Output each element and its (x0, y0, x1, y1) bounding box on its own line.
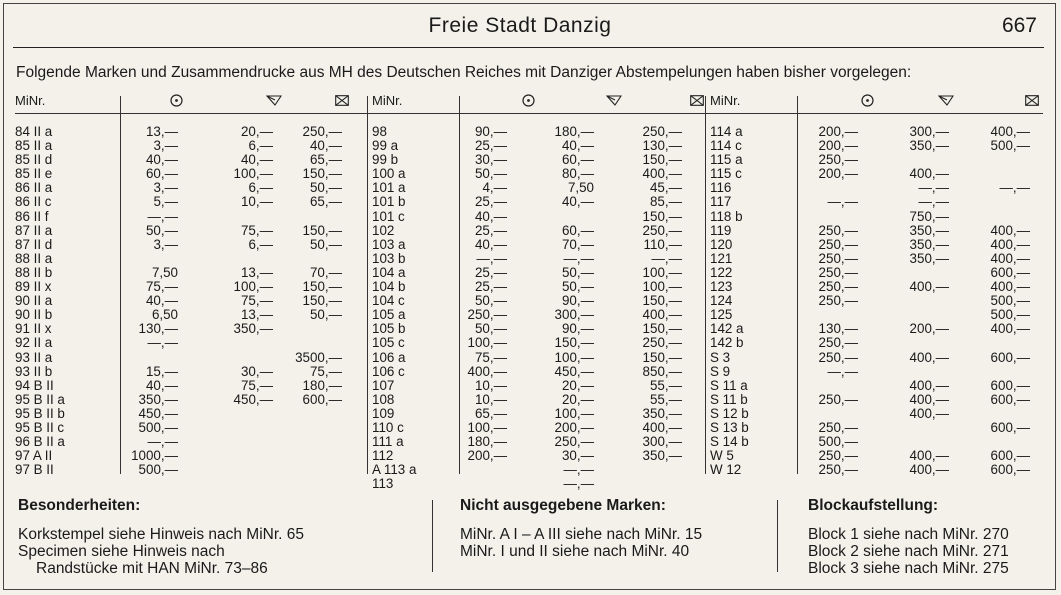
cell-cover: —,— (999, 180, 1030, 196)
cell-minr: 84 II a (15, 124, 53, 139)
cell-minr: 122 (710, 264, 733, 280)
cell-stamped: —,— (147, 335, 178, 351)
cell-minr: 87 II a (15, 222, 53, 238)
cell-minr: S 14 b (710, 434, 749, 450)
cell-stamped: 40,— (145, 377, 178, 393)
cell-cover: 400,— (642, 307, 682, 323)
cell-piece: 40,— (561, 194, 594, 210)
cell-minr: 88 II b (15, 264, 53, 280)
cell-cover: 150,— (642, 152, 682, 168)
cell-stamped: —,— (476, 250, 507, 266)
cell-piece: 6,— (248, 180, 273, 196)
envelope-icon (335, 94, 349, 109)
cell-minr: 91 II x (15, 321, 52, 337)
cell-minr: A 113 a (372, 462, 417, 478)
cell-minr: 123 (710, 279, 733, 295)
cell-piece: 400,— (909, 166, 949, 182)
table-header-rule (15, 113, 1043, 114)
cell-stamped: 25,— (474, 138, 507, 154)
cell-stamped: 13,— (145, 124, 178, 139)
cell-stamped: 30,— (474, 152, 507, 168)
cell-piece: 400,— (909, 391, 949, 407)
cell-cover: 400,— (990, 321, 1030, 337)
stamped-circle-icon (861, 94, 874, 110)
cell-piece: 100,— (233, 279, 273, 295)
cell-minr: 125 (710, 307, 733, 323)
cell-piece: 13,— (240, 307, 273, 323)
cell-minr: 95 B II a (15, 391, 65, 407)
cell-minr: 119 (710, 222, 732, 238)
page-title: Freie Stadt Danzig (428, 14, 612, 37)
cell-piece: 750,— (909, 208, 949, 224)
cell-minr: 111 a (372, 434, 404, 450)
cell-cover: 50,— (309, 180, 342, 196)
cell-cover: 65,— (309, 194, 342, 210)
cell-minr: 97 A II (15, 448, 53, 464)
cell-cover: 600,— (990, 448, 1030, 464)
cell-piece: 350,— (909, 138, 949, 154)
cell-minr: S 9 (710, 363, 731, 379)
cell-stamped: 4,— (482, 180, 507, 196)
cell-piece: 60,— (561, 222, 594, 238)
cell-piece: 350,— (909, 250, 949, 266)
cell-cover: 150,— (302, 166, 342, 182)
cell-stamped: 200,— (818, 138, 858, 154)
envelope-icon (690, 94, 704, 109)
cell-stamped: 200,— (467, 448, 507, 464)
cell-stamped: 10,— (474, 377, 507, 393)
cell-minr: 121 (710, 250, 733, 266)
cell-cover: 250,— (642, 335, 682, 351)
cell-piece: 450,— (233, 391, 273, 407)
cell-minr: 85 II a (15, 138, 53, 154)
cell-piece: 50,— (561, 264, 594, 280)
cell-cover: 150,— (642, 349, 682, 365)
cell-minr: 114 a (710, 124, 743, 139)
cell-piece: —,— (918, 194, 949, 210)
cell-stamped: —,— (827, 363, 858, 379)
cell-minr: 105 c (372, 335, 405, 351)
cell-minr: W 5 (710, 448, 734, 464)
cell-cover: 400,— (642, 419, 682, 435)
cell-cover: 400,— (990, 222, 1030, 238)
section-line: Specimen siehe Hinweis nach (18, 543, 225, 560)
cell-cover: 85,— (649, 194, 682, 210)
cell-cover: 600,— (990, 349, 1030, 365)
cell-piece: —,— (918, 180, 949, 196)
cell-minr: 95 B II b (15, 405, 65, 421)
cell-cover: 500,— (990, 138, 1030, 154)
cell-minr: 100 a (372, 166, 406, 182)
cell-piece: 400,— (909, 279, 949, 295)
section-line: MiNr. I und II siehe nach MiNr. 40 (460, 543, 690, 560)
cell-stamped: 350,— (138, 391, 178, 407)
cell-minr: 103 b (372, 250, 406, 266)
section-divider (777, 500, 778, 572)
cell-piece: 30,— (561, 448, 594, 464)
cell-piece: 75,— (240, 377, 273, 393)
cell-minr: 93 II a (15, 349, 53, 365)
cell-minr: 115 a (710, 152, 743, 168)
cell-minr: 87 II d (15, 236, 53, 252)
cell-cover: 100,— (642, 264, 682, 280)
cell-stamped: 250,— (818, 222, 858, 238)
cell-piece: 30,— (240, 363, 273, 379)
cell-stamped: —,— (147, 208, 178, 224)
cell-stamped: 60,— (145, 166, 178, 182)
cell-minr: 94 B II (15, 377, 54, 393)
section-line: Block 3 siehe nach MiNr. 275 (808, 560, 1009, 577)
cell-minr: W 12 (710, 462, 742, 478)
cell-minr: 90 II a (15, 293, 53, 309)
cell-cover: 350,— (642, 405, 682, 421)
stamped-circle-icon (170, 94, 183, 110)
cell-stamped: —,— (147, 434, 178, 450)
cell-cover: 850,— (642, 363, 682, 379)
cell-cover: 600,— (990, 419, 1030, 435)
cell-cover: 600,— (990, 377, 1030, 393)
cell-minr: 120 (710, 236, 733, 252)
cell-minr: S 11 b (710, 391, 748, 407)
cell-stamped: 6,50 (151, 307, 178, 323)
cell-piece: 50,— (561, 279, 594, 295)
cell-piece: 75,— (240, 222, 273, 238)
cell-cover: 55,— (649, 391, 682, 407)
cell-stamped: 250,— (818, 250, 858, 266)
cell-stamped: 25,— (474, 279, 507, 295)
cell-cover: —,— (651, 250, 682, 266)
cell-minr: 106 a (372, 349, 406, 365)
cover-piece-icon (266, 94, 282, 109)
cell-cover: 400,— (990, 279, 1030, 295)
cell-cover: 250,— (642, 124, 682, 139)
cell-minr: 86 II a (15, 180, 53, 196)
cell-minr: 110 c (372, 419, 404, 435)
cell-piece: —,— (563, 462, 594, 478)
cell-stamped: 200,— (818, 124, 858, 139)
cell-stamped: 7,50 (151, 264, 178, 280)
cell-stamped: 250,— (818, 335, 858, 351)
cell-piece: 13,— (240, 264, 273, 280)
cell-stamped: 10,— (474, 391, 507, 407)
cell-stamped: 100,— (467, 335, 507, 351)
column-header-minr: MiNr. (15, 93, 46, 108)
cell-stamped: 1000,— (131, 448, 178, 464)
column-header-minr: MiNr. (710, 93, 741, 108)
cell-stamped: 50,— (474, 293, 507, 309)
cell-minr: 96 B II a (15, 434, 65, 450)
cell-minr: 105 b (372, 321, 406, 337)
cell-piece: 400,— (909, 448, 949, 464)
cell-cover: 400,— (642, 166, 682, 182)
cell-minr: 104 b (372, 279, 406, 295)
cell-piece: 400,— (909, 462, 949, 478)
cell-stamped: 250,— (818, 349, 858, 365)
cell-minr: S 11 a (710, 377, 748, 393)
cell-stamped: 500,— (818, 434, 858, 450)
cell-stamped: 40,— (474, 236, 507, 252)
cell-minr: 103 a (372, 236, 406, 252)
cell-minr: 105 a (372, 307, 406, 323)
cell-piece: 75,— (240, 293, 273, 309)
cover-piece-icon (938, 94, 954, 109)
intro-text: Folgende Marken und Zusammendrucke aus MH des Deutschen Reiches mit Danziger Abstempelungen haben bisher vorgelegen: (16, 64, 912, 81)
cell-cover: 150,— (642, 293, 682, 309)
cell-cover: 400,— (990, 236, 1030, 252)
cell-stamped: 50,— (145, 222, 178, 238)
cell-stamped: 180,— (467, 434, 507, 450)
cell-stamped: 250,— (818, 419, 858, 435)
cell-cover: 150,— (642, 208, 682, 224)
cell-stamped: 25,— (474, 222, 507, 238)
cell-minr: 101 b (372, 194, 406, 210)
group-divider (705, 96, 706, 474)
cell-stamped: 130,— (818, 321, 858, 337)
cell-cover: 400,— (990, 250, 1030, 266)
cell-stamped: 200,— (818, 166, 858, 182)
cell-cover: 150,— (642, 321, 682, 337)
cell-piece: 80,— (561, 166, 594, 182)
cell-piece: 200,— (909, 321, 949, 337)
cell-cover: 130,— (642, 138, 682, 154)
cell-minr: 106 c (372, 363, 405, 379)
cell-piece: 100,— (554, 349, 594, 365)
cell-piece: 400,— (909, 377, 949, 393)
cell-minr: 93 II b (15, 363, 53, 379)
cell-piece: 300,— (554, 307, 594, 323)
cell-stamped: 500,— (138, 419, 178, 435)
cell-minr: 95 B II c (15, 419, 65, 435)
cell-piece: 350,— (909, 236, 949, 252)
cell-cover: 65,— (309, 152, 342, 168)
cell-piece: 100,— (554, 405, 594, 421)
cell-cover: 600,— (990, 264, 1030, 280)
cell-minr: 118 b (710, 208, 743, 224)
envelope-icon (1025, 94, 1039, 109)
cell-stamped: 90,— (474, 124, 507, 139)
cell-cover: 50,— (309, 236, 342, 252)
cell-minr: S 3 (710, 349, 731, 365)
cell-piece: 20,— (561, 391, 594, 407)
cell-minr: 114 c (710, 138, 742, 154)
cell-cover: 600,— (990, 391, 1030, 407)
page-number: 667 (1001, 14, 1037, 37)
cell-piece: 6,— (248, 236, 273, 252)
cell-stamped: 250,— (818, 236, 858, 252)
cell-minr: 89 II x (15, 279, 52, 295)
cell-minr: 142 b (710, 335, 744, 351)
cell-stamped: 250,— (818, 462, 858, 478)
cell-stamped: 250,— (818, 279, 858, 295)
cell-stamped: 3,— (153, 180, 178, 196)
cell-piece: 250,— (554, 434, 594, 450)
cell-piece: 90,— (561, 321, 594, 337)
section-title-blockaufstellung: Blockaufstellung: (808, 497, 939, 514)
cell-piece: 20,— (561, 377, 594, 393)
cell-minr: 104 c (372, 293, 405, 309)
cell-piece: 180,— (554, 124, 594, 139)
cell-cover: 75,— (309, 363, 342, 379)
section-line: Block 1 siehe nach MiNr. 270 (808, 526, 1009, 543)
cell-piece: —,— (563, 476, 594, 492)
cell-minr: 90 II b (15, 307, 53, 323)
cell-stamped: 250,— (467, 307, 507, 323)
cell-minr: 107 (372, 377, 395, 393)
cell-cover: 300,— (642, 434, 682, 450)
cell-piece: 40,— (240, 152, 273, 168)
cell-cover: 600,— (990, 462, 1030, 478)
cell-cover: 3500,— (295, 349, 342, 365)
cell-minr: 98 (372, 124, 387, 139)
cell-stamped: 15,— (145, 363, 178, 379)
cell-minr: 116 (710, 180, 732, 196)
cell-cover: 500,— (990, 293, 1030, 309)
cell-stamped: 3,— (153, 236, 178, 252)
cell-piece: 150,— (554, 335, 594, 351)
cell-minr: S 13 b (710, 419, 749, 435)
cell-cover: 110,— (643, 236, 682, 252)
cell-piece: 10,— (240, 194, 273, 210)
cell-cover: 50,— (309, 307, 342, 323)
stamped-circle-icon (522, 94, 535, 110)
group-divider (367, 96, 368, 474)
cell-minr: 102 (372, 222, 395, 238)
section-title-nicht-ausgegeben: Nicht ausgegebene Marken: (460, 497, 666, 514)
cell-stamped: 250,— (818, 152, 858, 168)
cell-stamped: 3,— (153, 138, 178, 154)
section-line: MiNr. A I – A III siehe nach MiNr. 15 (460, 526, 703, 543)
cell-cover: 150,— (302, 293, 342, 309)
section-divider (432, 500, 433, 572)
cell-cover: 70,— (309, 264, 342, 280)
cell-piece: 350,— (233, 321, 273, 337)
cell-minr: 101 c (372, 208, 405, 224)
cell-cover: 250,— (302, 124, 342, 139)
cell-minr: 99 a (372, 138, 399, 154)
cell-cover: 400,— (990, 124, 1030, 139)
cell-stamped: 40,— (145, 293, 178, 309)
cell-minr: 99 b (372, 152, 399, 168)
cell-cover: 100,— (642, 279, 682, 295)
cell-minr: 88 II a (15, 250, 53, 266)
cell-piece: 400,— (909, 405, 949, 421)
cell-cover: 150,— (302, 222, 342, 238)
section-line: Randstücke mit HAN MiNr. 73–86 (36, 560, 268, 577)
cell-piece: 20,— (240, 124, 273, 139)
cell-stamped: —,— (827, 194, 858, 210)
cell-cover: 180,— (302, 377, 342, 393)
cell-stamped: 400,— (467, 363, 507, 379)
cell-stamped: 250,— (818, 264, 858, 280)
cover-piece-icon (606, 94, 622, 109)
cell-minr: 124 (710, 293, 733, 309)
cell-piece: 200,— (554, 419, 594, 435)
cell-stamped: 25,— (474, 194, 507, 210)
cell-piece: —,— (563, 250, 594, 266)
cell-cover: 55,— (649, 377, 682, 393)
cell-minr: 104 a (372, 264, 406, 280)
section-line: Block 2 siehe nach MiNr. 271 (808, 543, 1009, 560)
cell-stamped: 250,— (818, 448, 858, 464)
cell-stamped: 500,— (138, 462, 178, 478)
cell-cover: 250,— (642, 222, 682, 238)
cell-stamped: 75,— (145, 279, 178, 295)
cell-minr: 112 (372, 448, 394, 464)
cell-minr: 108 (372, 391, 395, 407)
cell-cover: 150,— (302, 279, 342, 295)
header-rule (13, 47, 1044, 48)
cell-minr: 109 (372, 405, 395, 421)
cell-minr: 115 c (710, 166, 742, 182)
cell-stamped: 75,— (474, 349, 507, 365)
cell-cover: 40,— (309, 138, 342, 154)
cell-minr: 101 a (372, 180, 406, 196)
cell-stamped: 65,— (474, 405, 507, 421)
cell-stamped: 40,— (145, 152, 178, 168)
cell-minr: 85 II e (15, 166, 53, 182)
cell-cover: 600,— (302, 391, 342, 407)
cell-stamped: 250,— (818, 293, 858, 309)
column-header-minr: MiNr. (372, 93, 403, 108)
cell-minr: 117 (710, 194, 732, 210)
cell-stamped: 50,— (474, 166, 507, 182)
cell-minr: 86 II c (15, 194, 52, 210)
cell-cover: 350,— (642, 448, 682, 464)
cell-piece: 40,— (561, 138, 594, 154)
cell-stamped: 40,— (474, 208, 507, 224)
cell-minr: 97 B II (15, 462, 54, 478)
cell-stamped: 450,— (138, 405, 178, 421)
cell-piece: 350,— (909, 222, 949, 238)
cell-stamped: 130,— (138, 321, 178, 337)
cell-cover: 500,— (990, 307, 1030, 323)
cell-minr: 142 a (710, 321, 744, 337)
cell-piece: 90,— (561, 293, 594, 309)
section-title-besonderheiten: Besonderheiten: (18, 497, 141, 514)
cell-minr: S 12 b (710, 405, 749, 421)
cell-stamped: 250,— (818, 391, 858, 407)
cell-piece: 300,— (909, 124, 949, 139)
cell-stamped: 50,— (474, 321, 507, 337)
cell-minr: 86 II f (15, 208, 49, 224)
cell-minr: 113 (372, 476, 394, 492)
cell-minr: 92 II a (15, 335, 53, 351)
cell-cover: 45,— (649, 180, 682, 196)
cell-piece: 7,50 (567, 180, 594, 196)
cell-piece: 60,— (561, 152, 594, 168)
cell-piece: 70,— (561, 236, 594, 252)
cell-piece: 450,— (554, 363, 594, 379)
cell-stamped: 100,— (467, 419, 507, 435)
section-line: Korkstempel siehe Hinweis nach MiNr. 65 (18, 526, 305, 543)
cell-piece: 100,— (233, 166, 273, 182)
cell-piece: 400,— (909, 349, 949, 365)
cell-minr: 85 II d (15, 152, 53, 168)
cell-piece: 6,— (248, 138, 273, 154)
cell-stamped: 25,— (474, 264, 507, 280)
cell-stamped: 5,— (153, 194, 178, 210)
